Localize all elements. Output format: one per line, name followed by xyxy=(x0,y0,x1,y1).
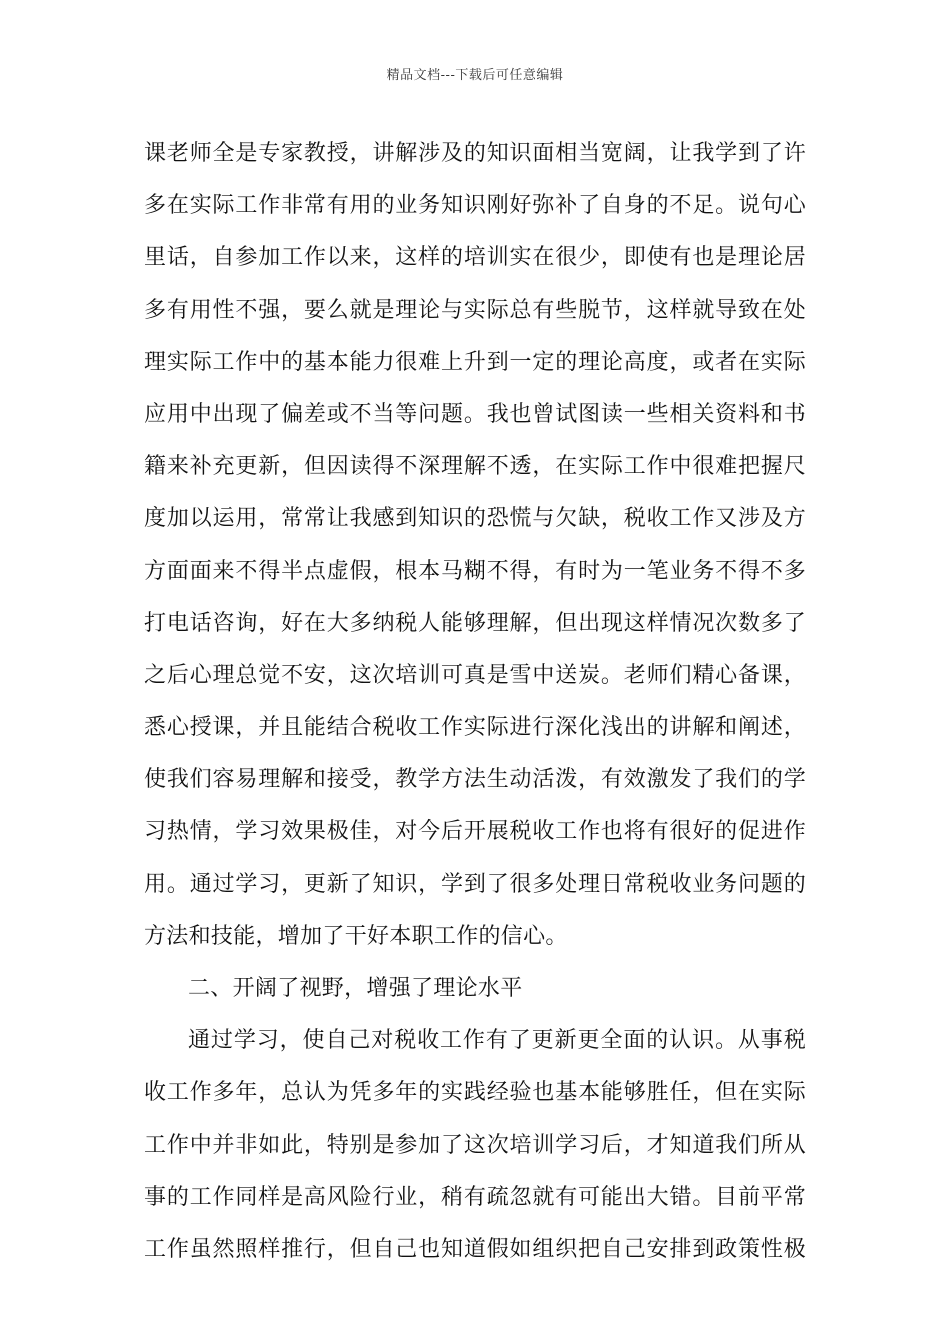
body-line: 用。通过学习，更新了知识，学到了很多处理日常税收业务问题的 xyxy=(144,871,806,897)
page-header: 精品文档---下载后可任意编辑 xyxy=(386,68,564,83)
paragraph-line: 通过学习，使自己对税收工作有了更新更全面的认识。从事税 xyxy=(188,1028,806,1054)
body-line: 应用中出现了偏差或不当等问题。我也曾试图读一些相关资料和书 xyxy=(144,401,806,427)
body-line: 度加以运用，常常让我感到知识的恐慌与欠缺，税收工作又涉及方 xyxy=(144,506,806,532)
body-line: 籍来补充更新，但因读得不深理解不透，在实际工作中很难把握尺 xyxy=(144,454,806,480)
body-line: 多在实际工作非常有用的业务知识刚好弥补了自身的不足。说句心 xyxy=(144,193,806,219)
paragraph-line: 工作中并非如此，特别是参加了这次培训学习后，才知道我们所从 xyxy=(144,1132,806,1158)
body-line: 课老师全是专家教授，讲解涉及的知识面相当宽阔，让我学到了许 xyxy=(144,141,806,166)
body-line: 里话，自参加工作以来，这样的培训实在很少，即使有也是理论居 xyxy=(144,245,806,271)
body-line: 方法和技能，增加了干好本职工作的信心。 xyxy=(144,923,568,949)
body-line: 之后心理总觉不安，这次培训可真是雪中送炭。老师们精心备课， xyxy=(144,662,806,688)
body-line: 习热情，学习效果极佳，对今后开展税收工作也将有很好的促进作 xyxy=(144,819,806,845)
body-line: 悉心授课，并且能结合税收工作实际进行深化浅出的讲解和阐述， xyxy=(144,715,806,741)
body-line: 使我们容易理解和接受，教学方法生动活泼，有效激发了我们的学 xyxy=(144,767,806,793)
paragraph-line: 工作虽然照样推行，但自己也知道假如组织把自己安排到政策性极 xyxy=(144,1236,806,1262)
paragraph-line: 收工作多年，总认为凭多年的实践经验也基本能够胜任，但在实际 xyxy=(144,1080,806,1106)
document-body xyxy=(144,128,806,1276)
body-line: 方面面来不得半点虚假，根本马糊不得，有时为一笔业务不得不多 xyxy=(144,558,806,584)
body-line: 多有用性不强，要么就是理论与实际总有些脱节，这样就导致在处 xyxy=(144,297,806,323)
paragraph-line: 事的工作同样是高风险行业，稍有疏忽就有可能出大错。目前平常 xyxy=(144,1184,806,1210)
section-heading: 二、开阔了视野，增强了理论水平 xyxy=(188,976,523,1001)
body-line: 理实际工作中的基本能力很难上升到一定的理论高度，或者在实际 xyxy=(144,349,806,375)
body-line: 打电话咨询，好在大多纳税人能够理解，但出现这样情况次数多了 xyxy=(144,610,806,636)
